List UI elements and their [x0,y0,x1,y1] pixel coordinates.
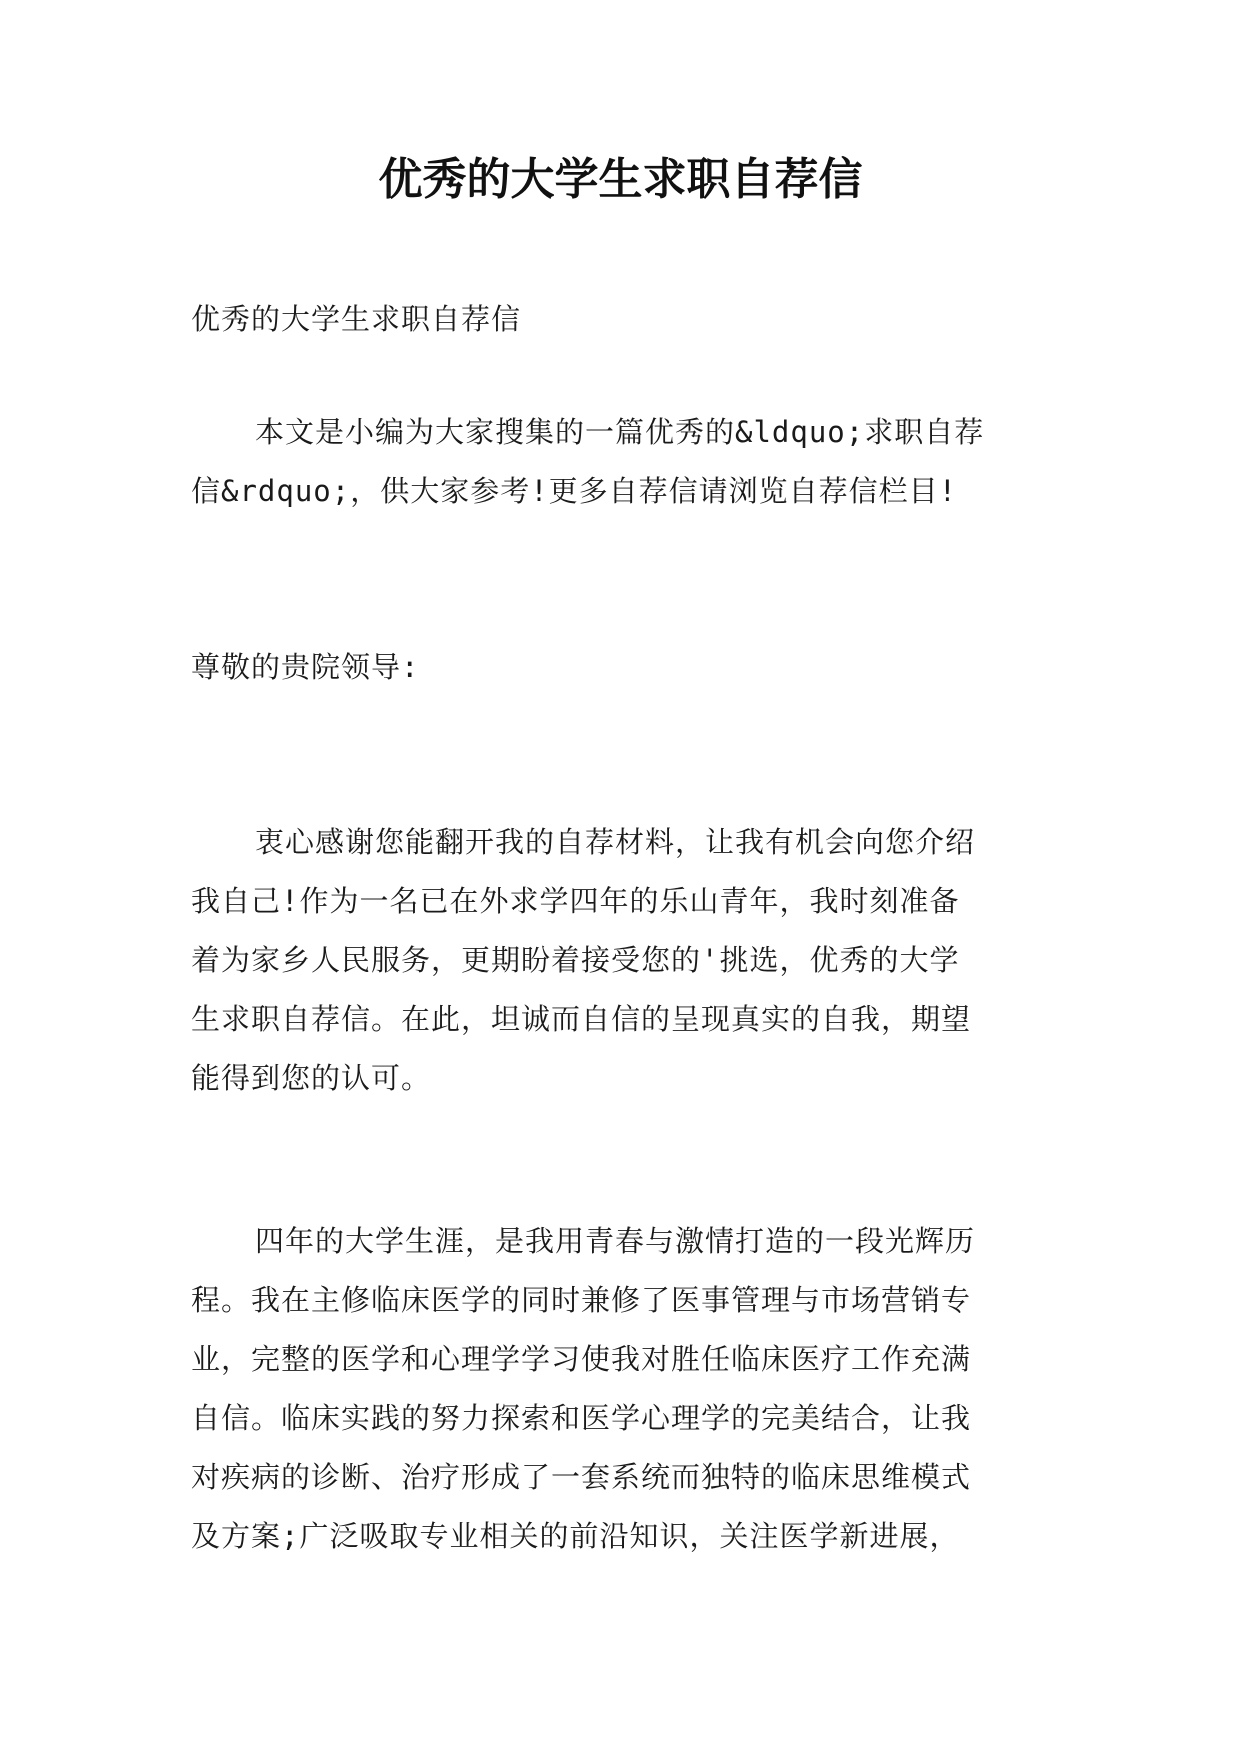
body-paragraph-2: 四年的大学生涯，是我用青春与激情打造的一段光辉历 程。我在主修临床医学的同时兼修了医事管理与市场营销专 业，完整的医学和心理学学习使我对胜任临床医疗工作充满 自信。临床实践的努力探索和医学心理学的完美结合，让我 对疾病的诊断、治疗形成了一套系统而独特的临床思维模式 及方案;广泛吸取专业相关的前沿知识，关注医学新进展， [191,1224,976,1553]
document-subtitle: 优秀的大学生求职自荐信 [191,302,522,336]
body-paragraph-1: 衷心感谢您能翻开我的自荐材料，让我有机会向您介绍 我自己!作为一名已在外求学四年的乐山青年，我时刻准备 着为家乡人民服务，更期盼着接受您的'挑选，优秀的大学 生求职自荐信。在此，坦诚而自信的呈现真实的自我，期望 能得到您的认可。 [191,825,976,1095]
intro-paragraph: 本文是小编为大家搜集的一篇优秀的&ldquo;求职自荐 信&rdquo;，供大家参考!更多自荐信请浏览自荐信栏目! [191,415,985,508]
salutation: 尊敬的贵院领导: [191,650,420,684]
document-title: 优秀的大学生求职自荐信 [378,154,863,205]
